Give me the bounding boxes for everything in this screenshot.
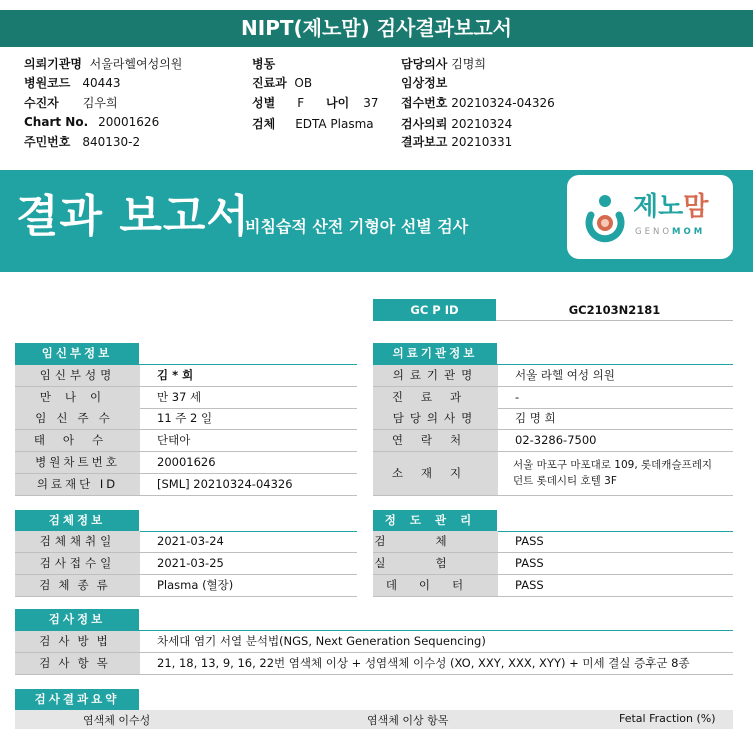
id-no-field: [24, 133, 140, 150]
row-value: Plasma (혈장): [157, 578, 234, 592]
logo-wordmark-b: 맘: [683, 192, 709, 222]
patient-info-block: [24, 55, 744, 155]
row-key: 임신주수: [15, 408, 140, 429]
specimen-field: [252, 115, 374, 132]
row-key: 임신부성명: [15, 365, 140, 386]
sex-label: 성별: [252, 96, 276, 110]
row-value: 단태아: [157, 433, 191, 447]
request-field: [401, 115, 512, 132]
banner-heading: 결과 보고서: [16, 191, 250, 242]
result-report-banner: [0, 170, 753, 272]
table-row: [15, 553, 357, 575]
table-row: [15, 452, 357, 474]
table-row: [15, 387, 357, 409]
sex-value: F: [297, 96, 305, 110]
logo-wordmark: [633, 191, 708, 223]
table-row: [15, 653, 733, 675]
row-value: [SML] 20210324-04326: [157, 477, 293, 491]
summary-col-aneuploidy: 염색체 이수성: [83, 714, 151, 727]
row-value: 김 명 희: [515, 411, 556, 425]
summary-col-abnormality: 염색체 이상 항목: [367, 714, 449, 727]
specimen-section-title: 검체정보: [15, 510, 139, 531]
specimen-value: EDTA Plasma: [295, 117, 374, 131]
row-value: 11 주 2 일: [157, 411, 213, 425]
address-key: 소재지: [373, 452, 498, 495]
chart-no-value: 20001626: [98, 115, 160, 129]
table-row: [15, 430, 357, 452]
hospital-code-field: [24, 74, 121, 91]
receipt-no-label: 접수번호: [401, 96, 448, 110]
table-row: [373, 575, 733, 597]
table-row: [373, 387, 733, 409]
table-row: [15, 631, 733, 653]
table-row: [15, 474, 357, 496]
row-value: 02-3286-7500: [515, 433, 597, 447]
ward-label: 병동: [252, 57, 276, 71]
chart-no-field: [24, 115, 159, 129]
recipient-value: 김우희: [82, 96, 118, 110]
request-value: 20210324: [451, 117, 513, 131]
row-key: 검체종류: [15, 575, 140, 596]
qc-section-title: 정도관리: [373, 510, 497, 531]
logo-sub-b: MOM: [672, 227, 706, 237]
age-field: [326, 94, 378, 111]
row-key: 검사방법: [15, 631, 140, 652]
row-value: 서울 라헬 여성 의원: [515, 368, 615, 382]
row-key: 의료재단 ID: [15, 474, 140, 495]
logo-sub-a: GENO: [635, 227, 673, 237]
report-title-bar: [0, 0, 753, 50]
table-row: [15, 575, 357, 597]
pregnant-section-title: 임신부정보: [15, 343, 139, 364]
institution-field: [24, 55, 182, 72]
row-value: 2021-03-25: [157, 556, 224, 570]
institution-section-title: 의료기관정보: [373, 343, 497, 364]
clinical-label: 임상정보: [401, 76, 448, 90]
hospital-code-label: 병원코드: [24, 76, 71, 90]
report-date-field: [401, 133, 512, 150]
age-value: 37: [363, 96, 379, 110]
genomom-emblem-icon: [583, 193, 627, 243]
logo-wordmark-a: 제노: [633, 192, 684, 222]
address-line-2: 던트 롯데시티 호텔 3F: [513, 475, 617, 487]
doctor-label: 담당의사: [401, 57, 448, 71]
institution-value: 서울라헬여성의원: [89, 57, 183, 71]
recipient-label: 수진자: [24, 96, 59, 110]
row-value: 만 37 세: [157, 390, 202, 404]
row-key: 연락처: [373, 430, 498, 451]
recipient-field: [24, 94, 118, 111]
table-row: [15, 531, 357, 553]
row-key: 검사항목: [15, 653, 140, 674]
age-label: 나이: [326, 96, 350, 110]
request-label: 검사의뢰: [401, 117, 448, 131]
receipt-no-value: 20210324-04326: [451, 96, 555, 110]
gcp-id-label: GC P ID: [373, 299, 496, 321]
doctor-field: [401, 55, 486, 72]
row-key: 실험: [373, 553, 498, 574]
row-key: 검사접수일: [15, 553, 140, 574]
table-row: [373, 430, 733, 452]
table-row: [373, 365, 733, 387]
receipt-no-field: [401, 94, 555, 111]
row-value: PASS: [515, 578, 544, 592]
logo-subtitle: [635, 227, 705, 237]
row-key: 검체채취일: [15, 531, 140, 552]
row-value: 20001626: [157, 455, 216, 469]
table-row: [373, 408, 733, 430]
clinical-field: [401, 74, 447, 91]
specimen-label: 검체: [252, 117, 276, 131]
table-row: [373, 531, 733, 553]
row-key: 데이터: [373, 575, 498, 596]
department-label: 진료과: [252, 76, 287, 90]
banner-subheading: 비침습적 산전 기형아 선별 검사: [245, 217, 469, 236]
institution-label: 의뢰기관명: [24, 57, 82, 71]
row-value: PASS: [515, 534, 544, 548]
report-date-value: 20210331: [451, 135, 513, 149]
row-value: 차세대 염기 서열 분석법(NGS, Next Generation Sequencing): [157, 634, 486, 648]
row-key: 진료과: [373, 387, 498, 408]
row-key: 태아수: [15, 430, 140, 451]
row-value: PASS: [515, 556, 544, 570]
id-no-value: 840130-2: [82, 135, 141, 149]
row-value: 21, 18, 13, 9, 16, 22번 염색체 이상 + 성염색체 이수성 (XO, XXY, XXX, XYY) + 미세 결실 증후군 8종: [157, 656, 690, 670]
row-value: -: [515, 390, 520, 404]
id-no-label: 주민번호: [24, 135, 71, 149]
summary-col-fetal-fraction: Fetal Fraction (%): [619, 712, 716, 725]
doctor-value: 김명희: [451, 57, 486, 71]
hospital-code-value: 40443: [82, 76, 121, 90]
row-value: 김 * 희: [157, 368, 194, 382]
row-key: 의료기관명: [373, 365, 498, 386]
gcp-id-value: GC2103N2181: [496, 299, 733, 321]
row-key: 병원차트번호: [15, 452, 140, 473]
summary-section-title: 검사결과요약: [15, 689, 139, 710]
chart-no-label: Chart No.: [24, 115, 89, 129]
report-date-label: 결과보고: [401, 135, 448, 149]
table-row: [373, 553, 733, 575]
department-field: [252, 74, 312, 91]
address-value: [513, 457, 733, 489]
test-section-title: 검사정보: [15, 609, 139, 630]
summary-column-headers: [15, 710, 733, 729]
sex-field: [252, 94, 304, 111]
row-key: 만나이: [15, 387, 140, 408]
row-key: 검체: [373, 531, 498, 552]
row-value: 2021-03-24: [157, 534, 224, 548]
address-line-1: 서울 마포구 마포대로 109, 롯데캐슬프레지: [513, 459, 713, 471]
gcp-id-row: [373, 299, 733, 321]
department-value: OB: [294, 76, 313, 90]
address-row: [373, 452, 733, 496]
genomom-logo: [567, 175, 733, 259]
row-key: 담당의사명: [373, 408, 498, 429]
table-row: [15, 365, 357, 387]
report-title: NIPT(제노맘) 검사결과보고서: [241, 16, 512, 40]
ward-field: [252, 55, 275, 72]
table-row: [15, 408, 357, 430]
